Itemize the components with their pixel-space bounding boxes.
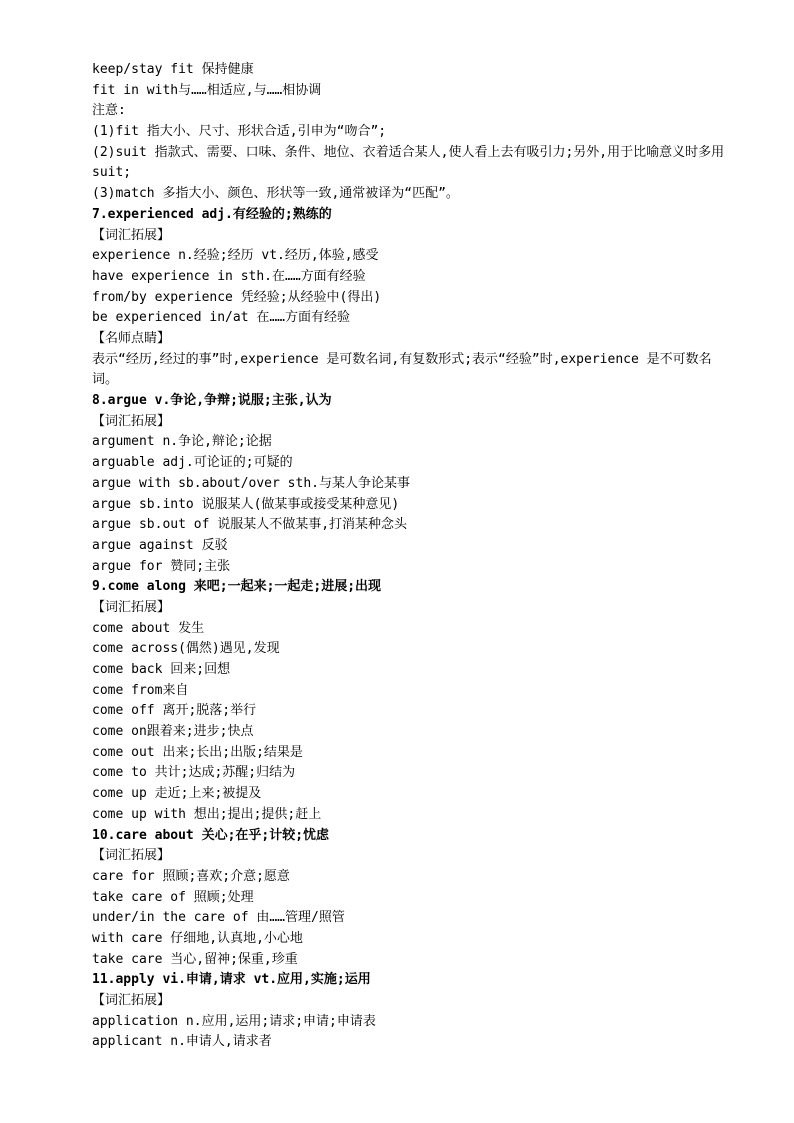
text-line: 【词汇拓展】 bbox=[92, 227, 171, 243]
entry-heading: 11.apply vi.申请,请求 vt.应用,实施;运用 bbox=[92, 972, 371, 988]
text-line: with care 仔细地,认真地,小心地 bbox=[92, 930, 303, 946]
text-line: come about 发生 bbox=[92, 620, 205, 636]
text-line: take care of 照顾;处理 bbox=[92, 889, 254, 905]
text-line: (2)suit 指款式、需要、口味、条件、地位、衣着适合某人,使人看上去有吸引力;另外,用于比喻意义时多用 suit; bbox=[92, 144, 725, 181]
text-line: argue for 赞同;主张 bbox=[92, 558, 231, 574]
text-line: 表示“经历,经过的事”时,experience 是可数名词,有复数形式;表示“经验”时,experience 是不可数名词。 bbox=[92, 351, 712, 388]
text-line: experience n.经验;经历 vt.经历,体验,感受 bbox=[92, 248, 379, 264]
text-line: argue sb.into 说服某人(做某事或接受某种意见) bbox=[92, 496, 400, 512]
text-line: keep/stay fit 保持健康 bbox=[92, 62, 254, 77]
entry-heading: 7.experienced adj.有经验的;熟练的 bbox=[92, 206, 332, 222]
text-line: argue sb.out of 说服某人不做某事,打消某种念头 bbox=[92, 517, 408, 533]
text-line: take care 当心,留神;保重,珍重 bbox=[92, 951, 298, 967]
text-line: come on跟着来;进步;快点 bbox=[92, 724, 254, 740]
text-line: come to 共计;达成;苏醒;归结为 bbox=[92, 765, 296, 781]
text-line: argument n.争论,辩论;论据 bbox=[92, 434, 272, 450]
text-line: applicant n.申请人,请求者 bbox=[92, 1034, 272, 1050]
text-line: under/in the care of 由……管理/照管 bbox=[92, 910, 345, 926]
text-line: care for 照顾;喜欢;介意;愿意 bbox=[92, 868, 290, 884]
text-line: 【词汇拓展】 bbox=[92, 599, 171, 615]
entry-heading: 10.care about 关心;在乎;计较;忧虑 bbox=[92, 827, 330, 843]
text-line: be experienced in/at 在……方面有经验 bbox=[92, 310, 351, 326]
text-line: application n.应用,运用;请求;申请;申请表 bbox=[92, 1013, 376, 1029]
text-line: argue against 反驳 bbox=[92, 537, 228, 553]
text-line: 注意: bbox=[92, 103, 126, 119]
text-line: have experience in sth.在……方面有经验 bbox=[92, 268, 366, 284]
text-line: come from来自 bbox=[92, 682, 189, 698]
entry-heading: 8.argue v.争论,争辩;说服;主张,认为 bbox=[92, 393, 332, 409]
text-line: (3)match 多指大小、颜色、形状等一致,通常被译为“匹配”。 bbox=[92, 186, 459, 202]
text-line: come up with 想出;提出;提供;赶上 bbox=[92, 806, 322, 822]
text-line: 【词汇拓展】 bbox=[92, 993, 171, 1008]
text-line: come up 走近;上来;被提及 bbox=[92, 786, 262, 802]
text-line: come out 出来;长出;出版;结果是 bbox=[92, 744, 303, 760]
entry-heading: 9.come along 来吧;一起来;一起走;进展;出现 bbox=[92, 579, 382, 595]
text-line: come off 离开;脱落;举行 bbox=[92, 703, 257, 719]
text-line: 【名师点睛】 bbox=[92, 330, 171, 346]
text-line: from/by experience 凭经验;从经验中(得出) bbox=[92, 289, 382, 305]
text-line: 【词汇拓展】 bbox=[92, 848, 171, 864]
text-line: (1)fit 指大小、尺寸、形状合适,引申为“吻合”; bbox=[92, 124, 387, 140]
text-line: come across(偶然)遇见,发现 bbox=[92, 641, 280, 657]
text-line: argue with sb.about/over sth.与某人争论某事 bbox=[92, 475, 410, 491]
text-line: fit in with与……相适应,与……相协调 bbox=[92, 82, 322, 98]
text-line: 【词汇拓展】 bbox=[92, 413, 171, 429]
text-line: come back 回来;回想 bbox=[92, 662, 231, 677]
text-line: arguable adj.可论证的;可疑的 bbox=[92, 455, 293, 471]
